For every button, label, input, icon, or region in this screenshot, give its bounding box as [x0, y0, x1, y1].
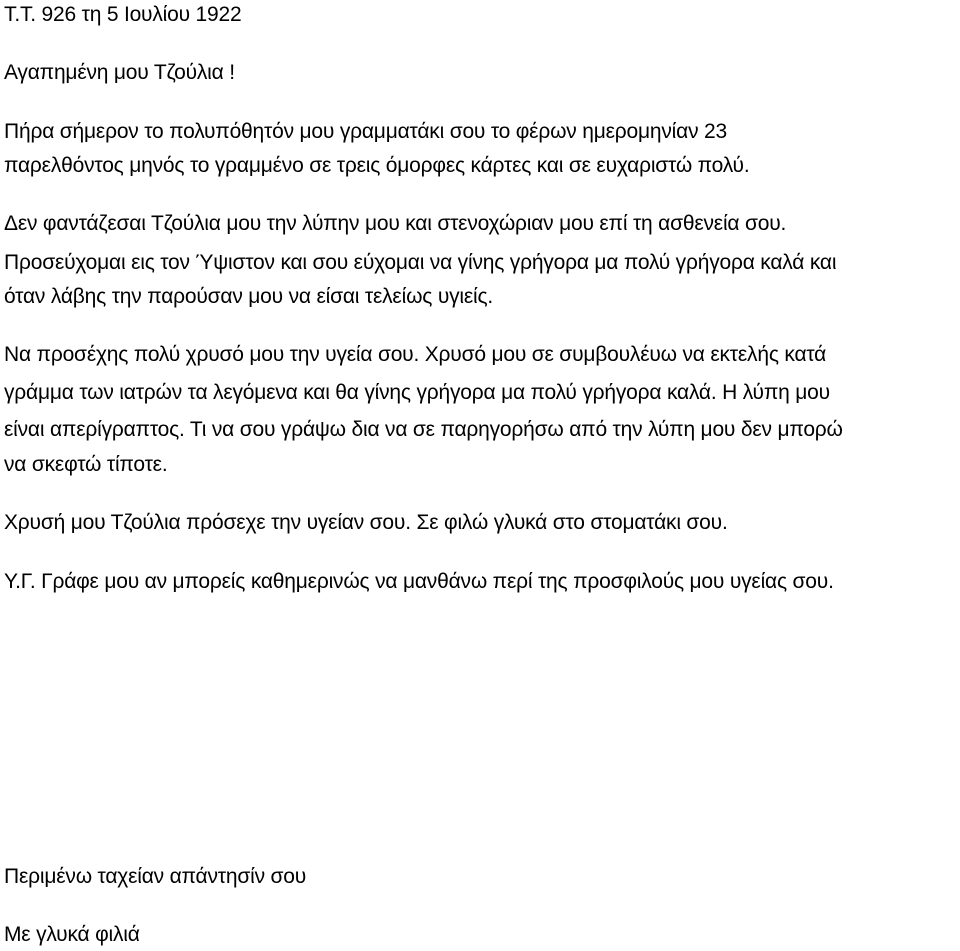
paragraph-2-line-1: Δεν φαντάζεσαι Τζούλια μου την λύπην μου και στενοχώριαν μου επί τη ασθενεία σου. — [4, 212, 787, 235]
paragraph-3-line-3: είναι απερίγραπτος. Τι να σου γράψω δια να σε παρηγορήσω από την λύπη μου δεν μπορώ — [4, 418, 843, 441]
postscript: Υ.Γ. Γράφε μου αν μπορείς καθημερινώς να μανθάνω περί της προσφιλούς μου υγείας σου. — [4, 570, 834, 593]
letter-salutation: Αγαπημένη μου Τζούλια ! — [4, 61, 235, 84]
closing-line-1: Περιμένω ταχείαν απάντησίν σου — [4, 865, 307, 888]
paragraph-1-line-1: Πήρα σήμερον το πολυπόθητόν μου γραμματάκι σου το φέρων ημερομηνίαν 23 — [4, 120, 727, 143]
letter-header: Τ.Τ. 926 τη 5 Ιουλίου 1922 — [4, 3, 242, 26]
paragraph-3-line-2: γράμμα των ιατρών τα λεγόμενα και θα γίνης γρήγορα μα πολύ γρήγορα καλά. Η λύπη μου — [4, 381, 830, 404]
paragraph-3-line-4: να σκεφτώ τίποτε. — [4, 453, 168, 476]
paragraph-4: Χρυσή μου Τζούλια πρόσεχε την υγείαν σου. Σε φιλώ γλυκά στο στοματάκι σου. — [4, 511, 728, 534]
paragraph-3-line-1: Να προσέχης πολύ χρυσό μου την υγεία σου. Χρυσό μου σε συμβουλέυω να εκτελής κατά — [4, 343, 827, 366]
paragraph-1-line-2: παρελθόντος μηνός το γραμμένο σε τρεις όμορφες κάρτες και σε ευχαριστώ πολύ. — [4, 154, 750, 177]
closing-line-2: Με γλυκά φιλιά — [4, 923, 140, 946]
paragraph-2-line-3: όταν λάβης την παρούσαν μου να είσαι τελείως υγιείς. — [4, 285, 494, 308]
paragraph-2-line-2: Προσεύχομαι εις τον Ύψιστον και σου εύχομαι να γίνης γρήγορα μα πολύ γρήγορα καλά και — [4, 251, 837, 274]
